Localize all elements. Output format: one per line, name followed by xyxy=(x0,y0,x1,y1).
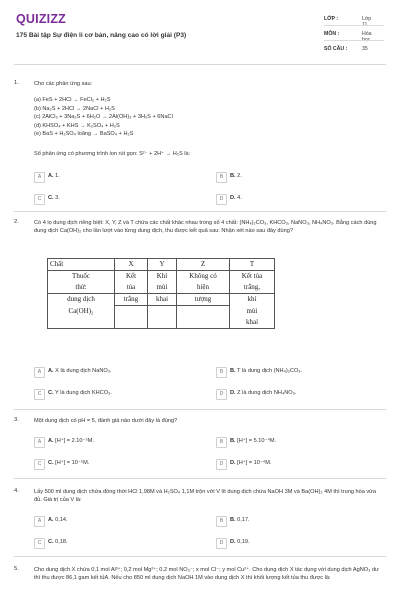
option-letter: B xyxy=(216,172,227,183)
question-1 xyxy=(14,80,386,220)
page-title: 175 Bài tập Sự điện li cơ bản, nâng cao có lời giải (P3) xyxy=(16,32,187,39)
table-cell: Ca(OH)₂ xyxy=(48,306,115,317)
option-key: B. xyxy=(230,173,236,179)
question-text: Cho dung dịch X chứa 0,1 mol Al³⁺; 0,2 mol Mg²⁺; 0,2 mol NO₃⁻; x mol Cl⁻; y mol Cu²⁺. Cho dung dịch X tác dụng với dung dịch AgNO₃ dư thì thu được 86,1 gam kết tủA. Nếu cho 850 ml dung dịch NaOH 1M vào dung dịch X thì khối lượng kết tủa thu được là: xyxy=(34,567,379,581)
option-key: A. xyxy=(48,517,54,523)
question-number: 3. xyxy=(14,417,19,423)
option-key: C. xyxy=(48,195,54,201)
option-d[interactable] xyxy=(216,538,386,548)
question-number: 2. xyxy=(14,219,19,225)
option-d[interactable] xyxy=(216,194,386,204)
table-cell xyxy=(148,306,177,317)
question-number: 1. xyxy=(14,80,19,86)
option-key: A. xyxy=(48,173,54,179)
option-c[interactable] xyxy=(34,459,204,469)
table-cell: tủa xyxy=(115,282,148,294)
table-cell: Kết xyxy=(115,271,148,283)
question-number: 4. xyxy=(14,488,19,494)
question-text: Một dung dịch có pH = 5, đánh giá nào dưới đây là đúng? xyxy=(34,418,178,424)
question-divider xyxy=(14,556,386,557)
question-5 xyxy=(14,566,386,596)
table-header-cell: X xyxy=(115,259,148,271)
option-d[interactable] xyxy=(216,389,386,399)
question-text: Lấy 500 ml dung dịch chứa đồng thời HCl 1,98M và H₂SO₄ 1,1M trộn với V lít dung dịch chứa NaOH 3M và Ba(OH)₂ 4M thì trung hòa vừa đủ. Giá trị của V là: xyxy=(34,489,377,503)
reaction-a: (a) FeS + 2HCl → FeCl₂ + H₂S xyxy=(34,97,111,103)
option-b[interactable] xyxy=(216,367,386,377)
option-text: 2. xyxy=(237,173,242,179)
option-letter: C xyxy=(34,389,45,400)
option-text: 1. xyxy=(55,173,60,179)
option-text: 0,17. xyxy=(237,517,250,523)
question-3 xyxy=(14,417,386,477)
question-number: 5. xyxy=(14,566,19,572)
option-text: T là dung dịch (NH₄)₂CO₃. xyxy=(237,368,303,374)
option-letter: C xyxy=(34,194,45,205)
table-cell xyxy=(115,306,148,317)
table-row xyxy=(48,317,275,329)
table-row xyxy=(48,294,275,306)
option-c[interactable] xyxy=(34,538,204,548)
option-text: [H⁺] = 2.10⁻⁵M. xyxy=(55,438,95,444)
question-divider xyxy=(14,409,386,410)
option-letter: B xyxy=(216,516,227,527)
table-cell xyxy=(177,317,230,329)
meta-label: LỚP : xyxy=(324,16,339,22)
reaction-b: (b) Na₂S + 2HCl → 2NaCl + H₂S xyxy=(34,105,115,112)
table-header-cell: Y xyxy=(148,259,177,271)
table-cell: tượng xyxy=(177,294,230,306)
option-key: D. xyxy=(230,460,236,466)
option-c[interactable] xyxy=(34,194,204,204)
quizizz-logo: QUIZIZZ xyxy=(16,12,67,26)
option-a[interactable] xyxy=(34,516,204,526)
option-letter: D xyxy=(216,459,227,470)
option-letter: B xyxy=(216,437,227,448)
table-cell: mùi xyxy=(148,282,177,294)
option-c[interactable] xyxy=(34,389,204,399)
table-header-cell: T xyxy=(230,259,275,271)
reaction-d: (d) KHSO₄ + KHS → K₂SO₄ + H₂S xyxy=(34,122,120,129)
option-text: X là dung dịch NaNO₃. xyxy=(55,368,112,374)
option-text: 0,19. xyxy=(237,539,250,545)
option-letter: A xyxy=(34,437,45,448)
question-2 xyxy=(14,219,386,409)
table-cell: khai xyxy=(148,294,177,306)
option-b[interactable] xyxy=(216,516,386,526)
table-header-cell: Chất xyxy=(48,259,115,271)
meta-value: 35 xyxy=(362,46,368,52)
option-a[interactable] xyxy=(34,172,204,182)
question-text: Có 4 lọ dung dịch riêng biệt: X, Y, Z và T chứa các chất khác nhau trong số 4 chất: (NH₄)₂CO₃, KHCO₃, NaNO₃, NH₄NO₃. Bằng cách dùng dung dịch Ca(OH)₂ cho lần lượt vào từng dung dịch, thu được kết quả sau: Nhận xét nào sau đây đúng? xyxy=(34,220,377,234)
table-cell: Kết tủa xyxy=(230,271,275,283)
option-b[interactable] xyxy=(216,172,386,182)
table-cell: Không có xyxy=(177,271,230,283)
divider xyxy=(324,40,384,41)
meta-value: Lớp 11 xyxy=(362,16,372,28)
option-text: [H⁺] = 5.10⁻⁴M. xyxy=(237,438,277,444)
table-header-row xyxy=(48,259,275,271)
option-letter: D xyxy=(216,194,227,205)
meta-label: MÔN : xyxy=(324,31,340,37)
option-key: B. xyxy=(230,368,236,374)
option-letter: C xyxy=(34,538,45,549)
option-text: Z là dung dịch NH₄NO₃. xyxy=(237,390,297,396)
option-key: C. xyxy=(48,539,54,545)
header-divider xyxy=(14,64,386,65)
option-letter: A xyxy=(34,516,45,527)
table-cell: Khí xyxy=(148,271,177,283)
option-key: D. xyxy=(230,539,236,545)
table-row xyxy=(48,271,275,283)
result-table-wrap xyxy=(14,258,386,373)
option-text: Y là dung dịch KHCO₃. xyxy=(55,390,112,396)
table-cell: khí xyxy=(230,294,275,306)
option-text: 3. xyxy=(55,195,60,201)
option-a[interactable] xyxy=(34,437,204,447)
table-cell: Thuốc xyxy=(48,271,115,283)
reaction-c: (c) 2AlCl₃ + 3Na₂S + 6H₂O → 2Al(OH)₃ + 3H₂S + 6NaCl xyxy=(34,114,173,121)
table-cell: thử: xyxy=(48,282,115,294)
table-cell xyxy=(177,306,230,317)
table-cell: hiện xyxy=(177,282,230,294)
option-text: 4. xyxy=(237,195,242,201)
option-letter: A xyxy=(34,367,45,378)
option-key: C. xyxy=(48,460,54,466)
option-key: A. xyxy=(48,438,54,444)
option-key: B. xyxy=(230,438,236,444)
option-letter: D xyxy=(216,538,227,549)
option-letter: A xyxy=(34,172,45,183)
meta-value: Hóa học xyxy=(362,31,372,43)
table-header-cell: Z xyxy=(177,259,230,271)
table-cell: trắng xyxy=(115,294,148,306)
table-cell: dung dịch xyxy=(48,294,115,306)
option-key: C. xyxy=(48,390,54,396)
option-d[interactable] xyxy=(216,459,386,469)
question-text: Cho các phản ứng sau: xyxy=(34,81,93,87)
reaction-e: (e) BaS + H₂SO₄ loãng → BaSO₄ + H₂S xyxy=(34,131,134,138)
table-cell: trắng, xyxy=(230,282,275,294)
table-cell xyxy=(48,317,115,329)
option-key: B. xyxy=(230,517,236,523)
question-divider xyxy=(14,211,386,212)
option-text: [H⁺] = 10⁻⁵M. xyxy=(55,460,90,466)
question-divider xyxy=(14,478,386,479)
question-4 xyxy=(14,488,386,558)
option-letter: B xyxy=(216,367,227,378)
option-key: D. xyxy=(230,195,236,201)
option-b[interactable] xyxy=(216,437,386,447)
meta-label: SỐ CÂU : xyxy=(324,46,348,52)
table-cell: mùi xyxy=(230,306,275,317)
option-letter: C xyxy=(34,459,45,470)
table-cell xyxy=(148,317,177,329)
result-table xyxy=(47,258,275,329)
option-key: A. xyxy=(48,368,54,374)
table-row xyxy=(48,282,275,294)
option-key: D. xyxy=(230,390,236,396)
table-cell: khai xyxy=(230,317,275,329)
table-cell xyxy=(115,317,148,329)
option-text: 0,18. xyxy=(55,539,68,545)
question-text-2: Số phản ứng có phương trình ion rút gọn: S²⁻ + 2H⁺ → H₂S là: xyxy=(34,151,191,157)
table-row xyxy=(48,306,275,317)
divider xyxy=(324,25,384,26)
option-text: 0,14. xyxy=(55,517,68,523)
option-text: [H⁺] = 10⁻⁴M. xyxy=(237,460,272,466)
option-letter: D xyxy=(216,389,227,400)
option-a[interactable] xyxy=(34,367,204,377)
